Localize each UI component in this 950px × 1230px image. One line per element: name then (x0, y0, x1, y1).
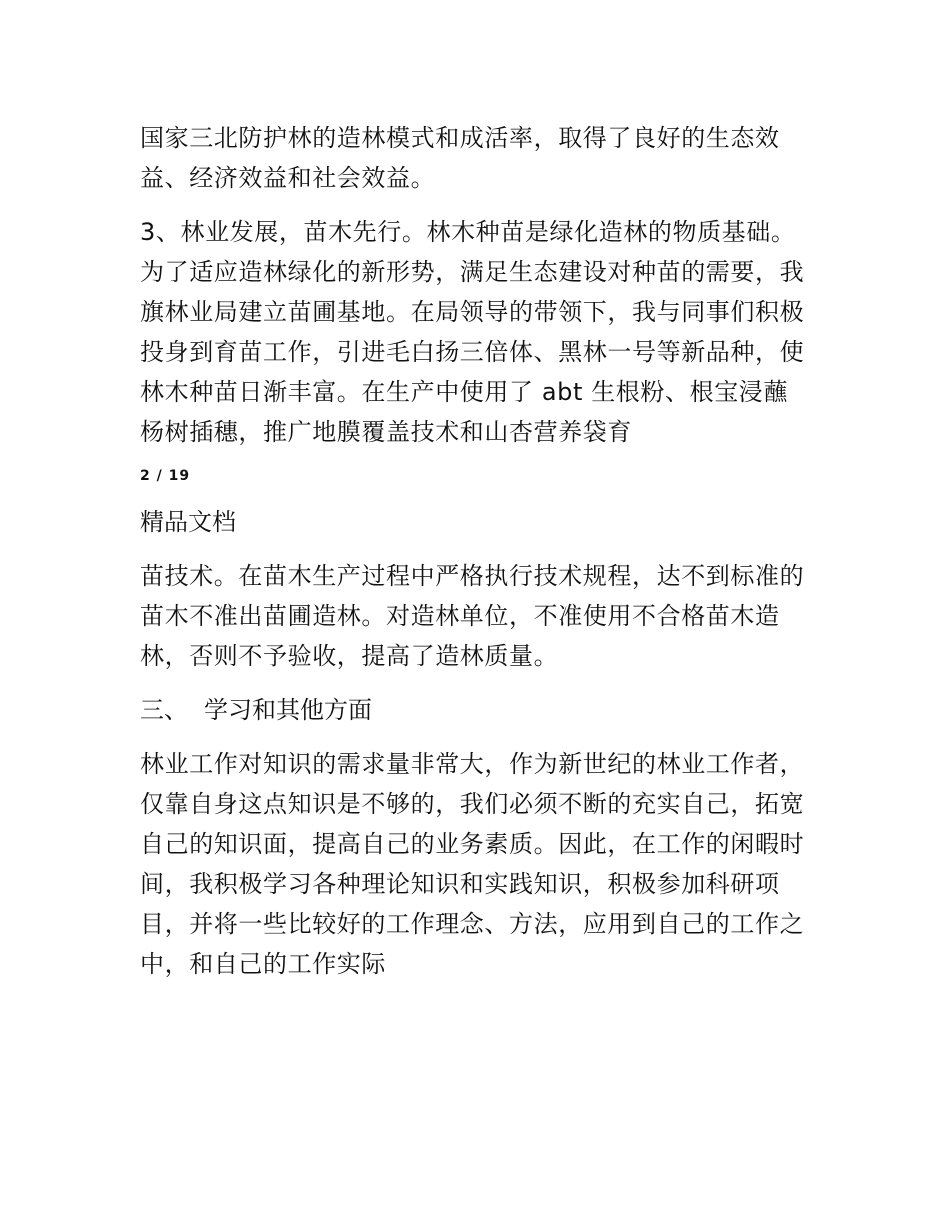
paragraph-learning: 林业工作对知识的需求量非常大，作为新世纪的林业工作者，仅靠自身这点知识是不够的，我们必须不断的充实自己，拓宽自己的知识面，提高自己的业务素质。因此，在工作的闲暇时间，我积极学习各种理论知识和实践知识，积极参加科研项目，并将一些比较好的工作理念、方法，应用到自己的工作之中，和自己的工作实际 (140, 750, 805, 978)
paragraph-forest-results: 国家三北防护林的造林模式和成活率，取得了良好的生态效益、经济效益和社会效益。 (140, 124, 780, 192)
page-number: 2 / 19 (140, 468, 191, 484)
section-heading (140, 690, 810, 730)
paragraph-seedling-technique: 苗技术。在苗木生产过程中严格执行技术规程，达不到标准的苗木不准出苗圃造林。对造林单位，不准使用不合格苗木造林，否则不予验收，提高了造林质量。 (140, 562, 805, 670)
paragraph-seedlings: 3、林业发展，苗木先行。林木种苗是绿化造林的物质基础。为了适应造林绿化的新形势，满足生态建设对种苗的需要，我旗林业局建立苗圃基地。在局领导的带领下，我与同事们积极投身到育苗工作，引进毛白扬三倍体、黑林一号等新品种，使林木种苗日渐丰富。在生产中使用了 abt 生根粉、根宝浸蘸杨树插穗，推广地膜覆盖技术和山杏营养袋育 (140, 218, 805, 446)
document-header-label: 精品文档 (140, 508, 236, 536)
document-page (140, 118, 810, 984)
section-title: 学习和其他方面 (204, 696, 372, 724)
section-number: 三、 (140, 696, 188, 724)
